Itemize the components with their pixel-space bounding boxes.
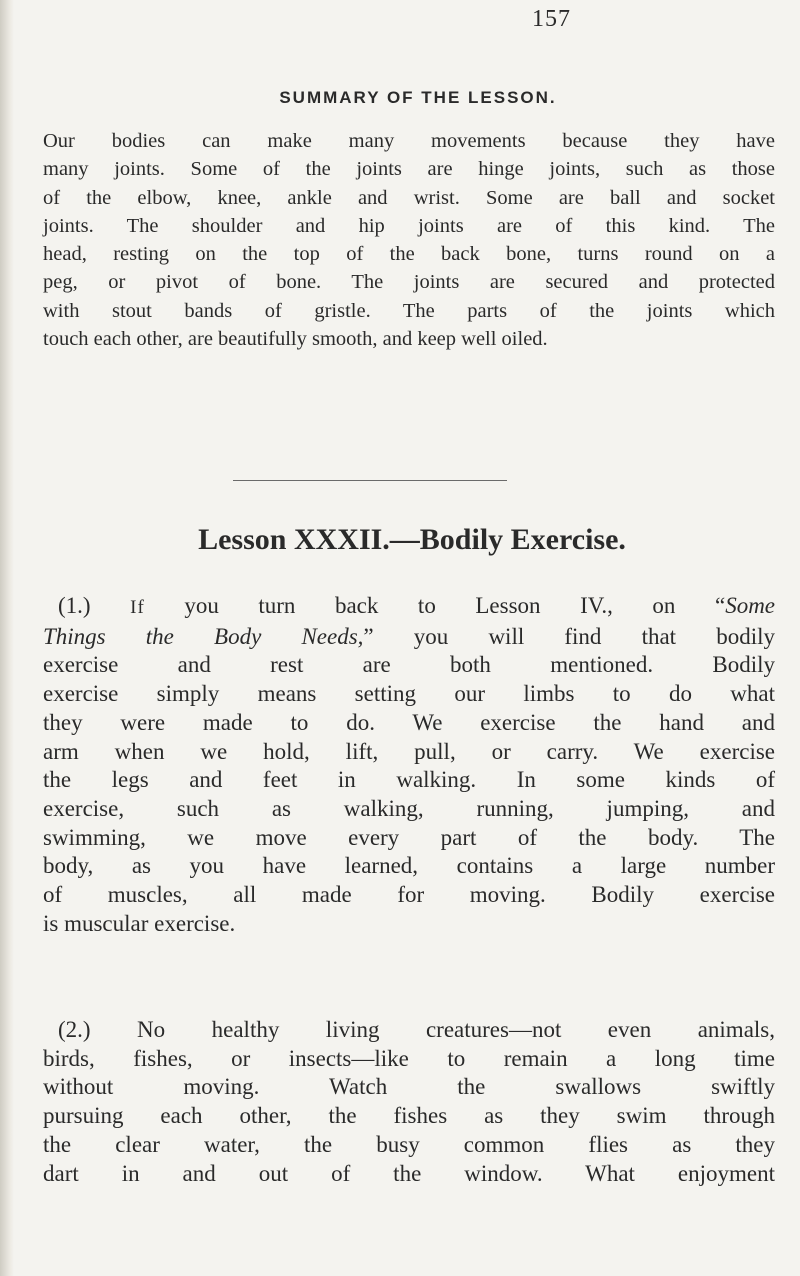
lesson-title: Lesson XXXII.—Bodily Exercise. bbox=[198, 523, 626, 556]
summary-line: Our bodies can make many movements because they have bbox=[43, 130, 775, 152]
paragraph-line: without moving. Watch the swallows swiftly bbox=[43, 1074, 775, 1100]
paragraph-line: arm when we hold, lift, pull, or carry. We exercise bbox=[43, 738, 775, 764]
paragraph-line bbox=[43, 592, 775, 623]
page-binding-shadow bbox=[0, 0, 14, 1276]
summary-line: head, resting on the top of the back bone, turns round on a bbox=[43, 243, 775, 266]
summary-line: touch each other, are beautifully smooth, and keep well oiled. bbox=[43, 328, 548, 351]
summary-line: many joints. Some of the joints are hinge joints, such as those bbox=[43, 158, 775, 181]
paragraph-line: swimming, we move every part of the body. The bbox=[43, 824, 775, 850]
title-reference: Things the Body Needs, bbox=[43, 623, 364, 649]
summary-heading: SUMMARY OF THE LESSON. bbox=[279, 88, 557, 107]
paragraph-number: (1.) bbox=[58, 593, 91, 618]
paragraph-line: pursuing each other, the fishes as they swim through bbox=[43, 1103, 775, 1129]
paragraph-line: the legs and feet in walking. In some kinds of bbox=[43, 767, 775, 793]
paragraph-line: is muscular exercise. bbox=[43, 910, 236, 936]
section-divider bbox=[233, 480, 507, 481]
paragraph-line: the clear water, the busy common flies as they bbox=[43, 1131, 775, 1157]
paragraph-text: ” you will find that bodily bbox=[363, 623, 776, 649]
summary-line: with stout bands of gristle. The parts of the joints which bbox=[43, 299, 775, 322]
summary-line: joints. The shoulder and hip joints are of this kind. The bbox=[43, 214, 775, 237]
summary-paragraph bbox=[43, 127, 775, 353]
paragraph-line: of muscles, all made for moving. Bodily exercise bbox=[43, 882, 775, 908]
summary-line: of the elbow, knee, ankle and wrist. Some are ball and socket bbox=[43, 186, 775, 209]
lesson-paragraph-2 bbox=[43, 1016, 775, 1188]
title-reference: Some bbox=[725, 593, 776, 618]
paragraph-line: birds, fishes, or insects—like to remain a long time bbox=[43, 1045, 775, 1071]
lead-word: If bbox=[130, 597, 145, 618]
paragraph-line: exercise, such as walking, running, jumping, and bbox=[43, 795, 775, 821]
paragraph-line: exercise and rest are both mentioned. Bodily bbox=[43, 652, 775, 678]
summary-line: peg, or pivot of bone. The joints are secured and protected bbox=[43, 271, 775, 294]
paragraph-text: you turn back to Lesson IV., on “ bbox=[184, 593, 726, 618]
paragraph-line: dart in and out of the window. What enjoyment bbox=[43, 1160, 775, 1186]
paragraph-line: exercise simply means setting our limbs to do what bbox=[43, 681, 775, 707]
page-number: 157 bbox=[532, 6, 571, 32]
paragraph-line bbox=[43, 623, 775, 652]
lesson-paragraph-1 bbox=[43, 592, 775, 938]
paragraph-line: body, as you have learned, contains a large number bbox=[43, 853, 775, 879]
paragraph-line: (2.) No healthy living creatures—not even animals, bbox=[58, 1017, 775, 1042]
paragraph-line: they were made to do. We exercise the hand and bbox=[43, 709, 775, 735]
